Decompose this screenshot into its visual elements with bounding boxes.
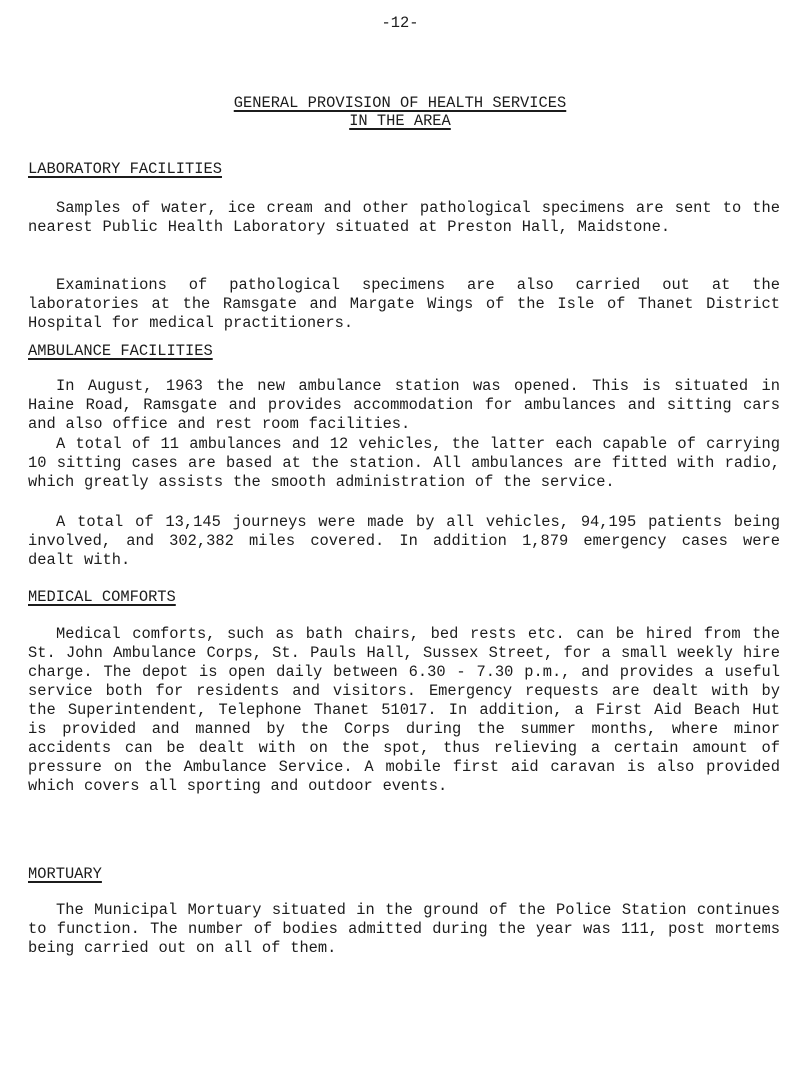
ambulance-paragraph-2: A total of 11 ambulances and 12 vehicles, the latter each capable of carrying 10 sitting cases are based at the station. All ambulances are fitted with radio, which greatly assists the smooth administration of the service.	[28, 435, 780, 491]
document-title: GENERAL PROVISION OF HEALTH SERVICES	[233, 94, 567, 112]
ambulance-paragraph-1: In August, 1963 the new ambulance station was opened. This is situated in Haine Road, Ramsgate and provides accommodation for ambulances and sitting cars and also office and rest room facilities.	[28, 377, 780, 433]
laboratory-paragraph-1: Samples of water, ice cream and other pathological specimens are sent to the nearest Public Health Laboratory situated at Preston Hall, Maidstone.	[28, 199, 780, 236]
laboratory-paragraph-2: Examinations of pathological specimens are also carried out at the laboratories at the Ramsgate and Margate Wings of the Isle of Thanet District Hospital for medical practitioners.	[28, 276, 780, 332]
page-number: -12-	[381, 14, 419, 32]
section-heading-medical-comforts: MEDICAL COMFORTS	[28, 588, 176, 606]
section-heading-mortuary: MORTUARY	[28, 865, 102, 883]
medical-comforts-paragraph: Medical comforts, such as bath chairs, bed rests etc. can be hired from the St. John Ambulance Corps, St. Pauls Hall, Sussex Street, for a small weekly hire charge. The depot is open daily between 6.30 - 7.30 p.m., and provides a useful service both for residents and visitors. Emergency requests are dealt with by the Superintendent, Telephone Thanet 51017. In addition, a First Aid Beach Hut is provided and manned by the Corps during the summer months, where minor accidents can be dealt with on the spot, thus relieving a certain amount of pressure on the Ambulance Service. A mobile first aid caravan is also provided which covers all sporting and outdoor events.	[28, 625, 780, 795]
section-heading-laboratory: LABORATORY FACILITIES	[28, 160, 222, 178]
section-heading-ambulance: AMBULANCE FACILITIES	[28, 342, 213, 360]
ambulance-paragraph-3: A total of 13,145 journeys were made by all vehicles, 94,195 patients being involved, and 302,382 miles covered. In addition 1,879 emergency cases were dealt with.	[28, 513, 780, 569]
document-subtitle: IN THE AREA	[349, 112, 451, 130]
mortuary-paragraph: The Municipal Mortuary situated in the ground of the Police Station continues to function. The number of bodies admitted during the year was 111, post mortems being carried out on all of them.	[28, 901, 780, 957]
